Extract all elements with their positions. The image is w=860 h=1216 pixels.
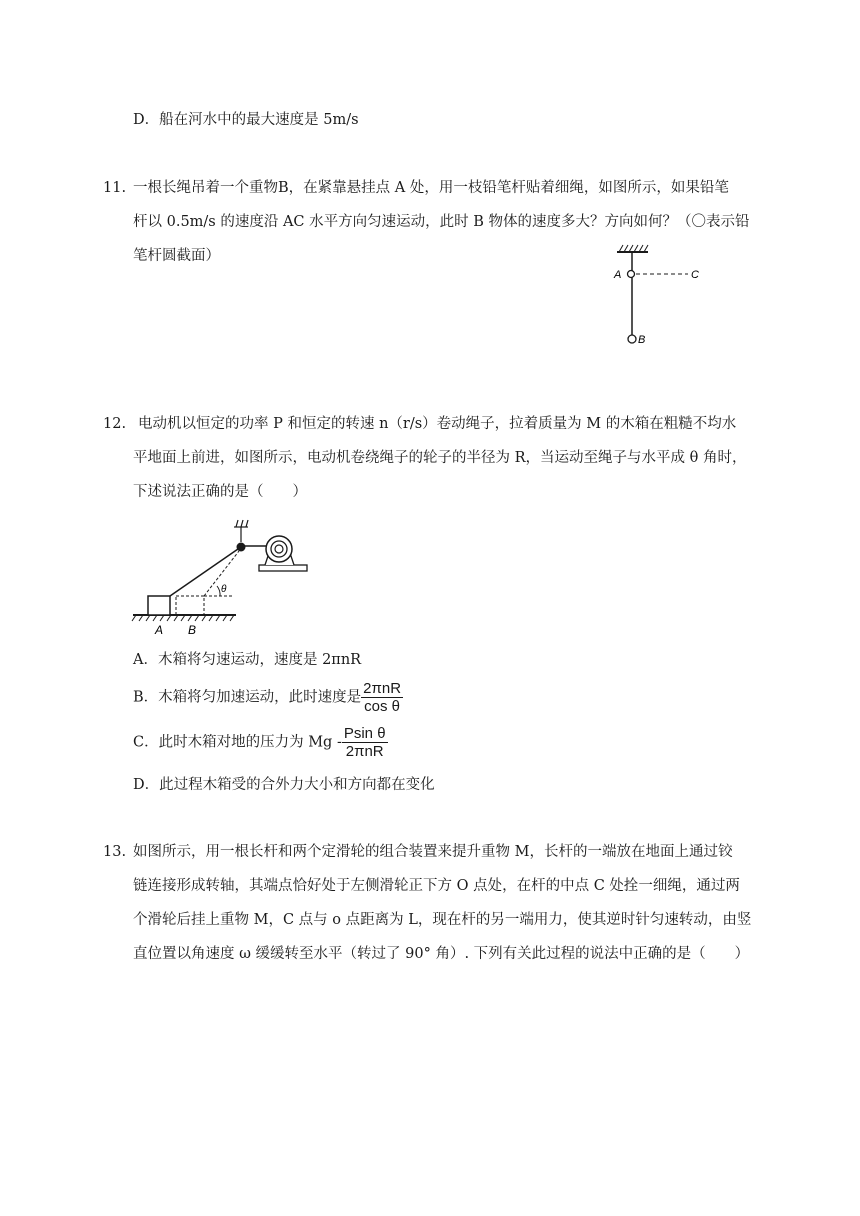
q12-option-c-denominator: 2πnR — [345, 743, 384, 760]
motor-icon — [259, 536, 307, 571]
q11-line-2: 杆以 0.5m/s 的速度沿 AC 水平方向匀速运动，此时 B 物体的速度多大？方向如何？（〇表示铅 — [133, 214, 750, 230]
q12-figure — [128, 515, 318, 640]
pulley-icon — [237, 543, 246, 552]
q12-number: 12. — [103, 416, 127, 432]
q12-option-b-numerator: 2πnR — [363, 680, 402, 697]
q13-line-2: 链连接形成转轴，其端点恰好处于左侧滑轮正下方 O 点处，在杆的中点 C 处拴一细绳，通过两 — [133, 878, 740, 894]
q12-line-2: 平地面上前进，如图所示，电动机卷绕绳子的轮子的半径为 R，当运动至绳子与水平成 θ 角时， — [133, 450, 747, 466]
q11-number: 11. — [103, 180, 127, 196]
q12-option-a: A．木箱将匀速运动，速度是 2πnR — [133, 652, 362, 668]
q12-option-b-fraction — [361, 680, 403, 715]
q12-option-b-text: B．木箱将匀加速运动，此时速度是 — [133, 689, 362, 706]
q12-line-1: 电动机以恒定的功率 P 和恒定的转速 n（r/s）卷动绳子，拉着质量为 M 的木箱在粗糙不均水 — [138, 416, 737, 432]
q12-option-d: D．此过程木箱受的合外力大小和方向都在变化 — [133, 777, 435, 793]
q11-label-c: C — [691, 269, 699, 281]
q12-option-c-numerator: Psin θ — [343, 725, 386, 742]
q13-line-3: 个滑轮后挂上重物 M，C 点与 o 点距离为 L，现在杆的另一端用力，使其逆时针匀速转动，由竖 — [133, 912, 752, 928]
q13-line-1: 如图所示，用一根长杆和两个定滑轮的组合装置来提升重物 M，长杆的一端放在地面上通过铰 — [133, 844, 733, 860]
q13-number: 13. — [103, 844, 127, 860]
q11-line-1: 一根长绳吊着一个重物B，在紧靠悬挂点 A 处，用一枝铅笔杆贴着细绳，如图所示，如果铅笔 — [133, 180, 729, 196]
q12-option-b — [133, 680, 403, 715]
weight-b-circle — [628, 335, 636, 343]
box-b-dashed-rect — [176, 596, 204, 615]
pencil-circle-icon — [628, 271, 635, 278]
q13-line-4: 直位置以角速度 ω 缓缓转至水平（转过了 90° 角）. 下列有关此过程的说法中正确的是（ ） — [133, 946, 750, 962]
q12-label-a: A — [155, 623, 164, 637]
q12-option-b-denominator: cos θ — [364, 698, 401, 715]
box-a-rect — [148, 596, 170, 615]
q11-line-3: 笔杆圆截面） — [133, 248, 220, 264]
q11-label-b: B — [638, 334, 646, 346]
q11-label-a: A — [614, 269, 622, 281]
q12-label-theta: θ — [221, 584, 227, 595]
q12-label-b: B — [188, 623, 197, 637]
q12-option-c-text: C．此时木箱对地的压力为 Mg - — [133, 734, 342, 751]
q12-option-c-fraction — [342, 725, 388, 760]
q10-option-d: D．船在河水中的最大速度是 5m/s — [133, 112, 359, 128]
q12-option-c — [133, 725, 388, 760]
q11-figure — [600, 240, 720, 350]
q12-line-3: 下述说法正确的是（ ） — [133, 484, 307, 500]
